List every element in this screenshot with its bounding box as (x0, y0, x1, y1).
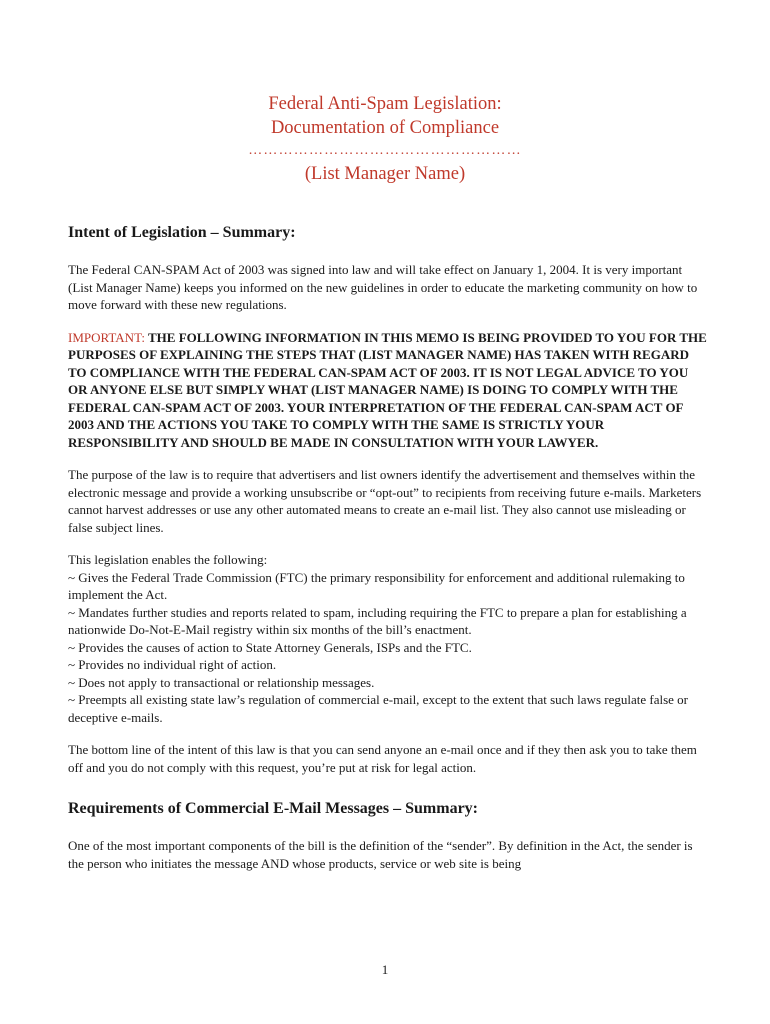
enables-item: ~ Provides no individual right of action. (68, 657, 277, 672)
enables-item: ~ Gives the Federal Trade Commission (FTC) the primary responsibility for enforcement and additional rulemaking to implement the Act. (68, 569, 685, 602)
enables-intro: This legislation enables the following: (68, 552, 268, 567)
title-divider: ……………………………………………… (248, 143, 522, 158)
purpose-paragraph: The purpose of the law is to require that advertisers and list owners identify the advertisement and themselves within the electronic message and provide a working unsubscribe or “opt-out” to recipients from receiving future e-mails. Marketers cannot harvest addresses or use any other automated means to create an e-mail list. They also cannot use misleading or false subject lines. (68, 467, 702, 535)
intent-heading: Intent of Legislation – Summary: (68, 224, 296, 241)
title-block (0, 92, 770, 186)
document-body (68, 222, 708, 872)
important-text: THE FOLLOWING INFORMATION IN THIS MEMO IS BEING PROVIDED TO YOU FOR THE PURPOSES OF EXPLAINING THE STEPS THAT (LIST MANAGER NAME) HAS TAKEN WITH REGARD TO COMPLIANCE WITH THE FEDERAL CAN-SPAM ACT OF 2003. IT IS NOT LEGAL ADVICE TO YOU OR ANYONE ELSE BUT SIMPLY WHAT (LIST MANAGER NAME) IS DOING TO COMPLY WITH THE FEDERAL CAN-SPAM ACT OF 2003. YOUR INTERPRETATION OF THE FEDERAL CAN-SPAM ACT OF 2003 AND THE ACTIONS YOU TAKE TO COMPLY WITH THE SAME IS STRICTLY YOUR RESPONSIBILITY AND SHOULD BE MADE IN CONSULTATION WITH YOUR LAWYER. (68, 329, 707, 450)
page-number: 1 (381, 962, 389, 977)
requirements-paragraph: One of the most important components of the bill is the definition of the “sender”. By definition in the Act, the sender is the person who initiates the message AND whose products, service or web site is being (68, 838, 693, 871)
bottom-line-paragraph: The bottom line of the intent of this law is that you can send anyone an e-mail once and if they then ask you to take them off and you do not comply with this request, you’re put at risk for legal action. (68, 742, 697, 775)
enables-item: ~ Does not apply to transactional or relationship messages. (68, 674, 375, 690)
title-line-2: Documentation of Compliance (270, 118, 500, 138)
important-label: IMPORTANT: (68, 329, 145, 345)
requirements-heading: Requirements of Commercial E-Mail Messages – Summary: (68, 800, 478, 817)
enables-item: ~ Provides the causes of action to State Attorney Generals, ISPs and the FTC. (68, 639, 472, 655)
enables-item: ~ Mandates further studies and reports related to spam, including requiring the FTC to prepare a plan for establishing a nationwide Do-Not-E-Mail registry within six months of the bill’s enactment. (68, 604, 687, 637)
important-notice (68, 329, 708, 452)
title-line-1: Federal Anti-Spam Legislation: (268, 94, 502, 114)
enables-item: ~ Preempts all existing state law’s regulation of commercial e-mail, except to the extent that such laws regulate false or deceptive e-mails. (68, 692, 688, 725)
intent-paragraph: The Federal CAN-SPAM Act of 2003 was signed into law and will take effect on January 1, 2004. It is very important (List Manager Name) keeps you informed on the new guidelines in order to educate the marketing community on how to move forward with these new regulations. (68, 262, 698, 312)
title-line-3: (List Manager Name) (304, 164, 466, 184)
